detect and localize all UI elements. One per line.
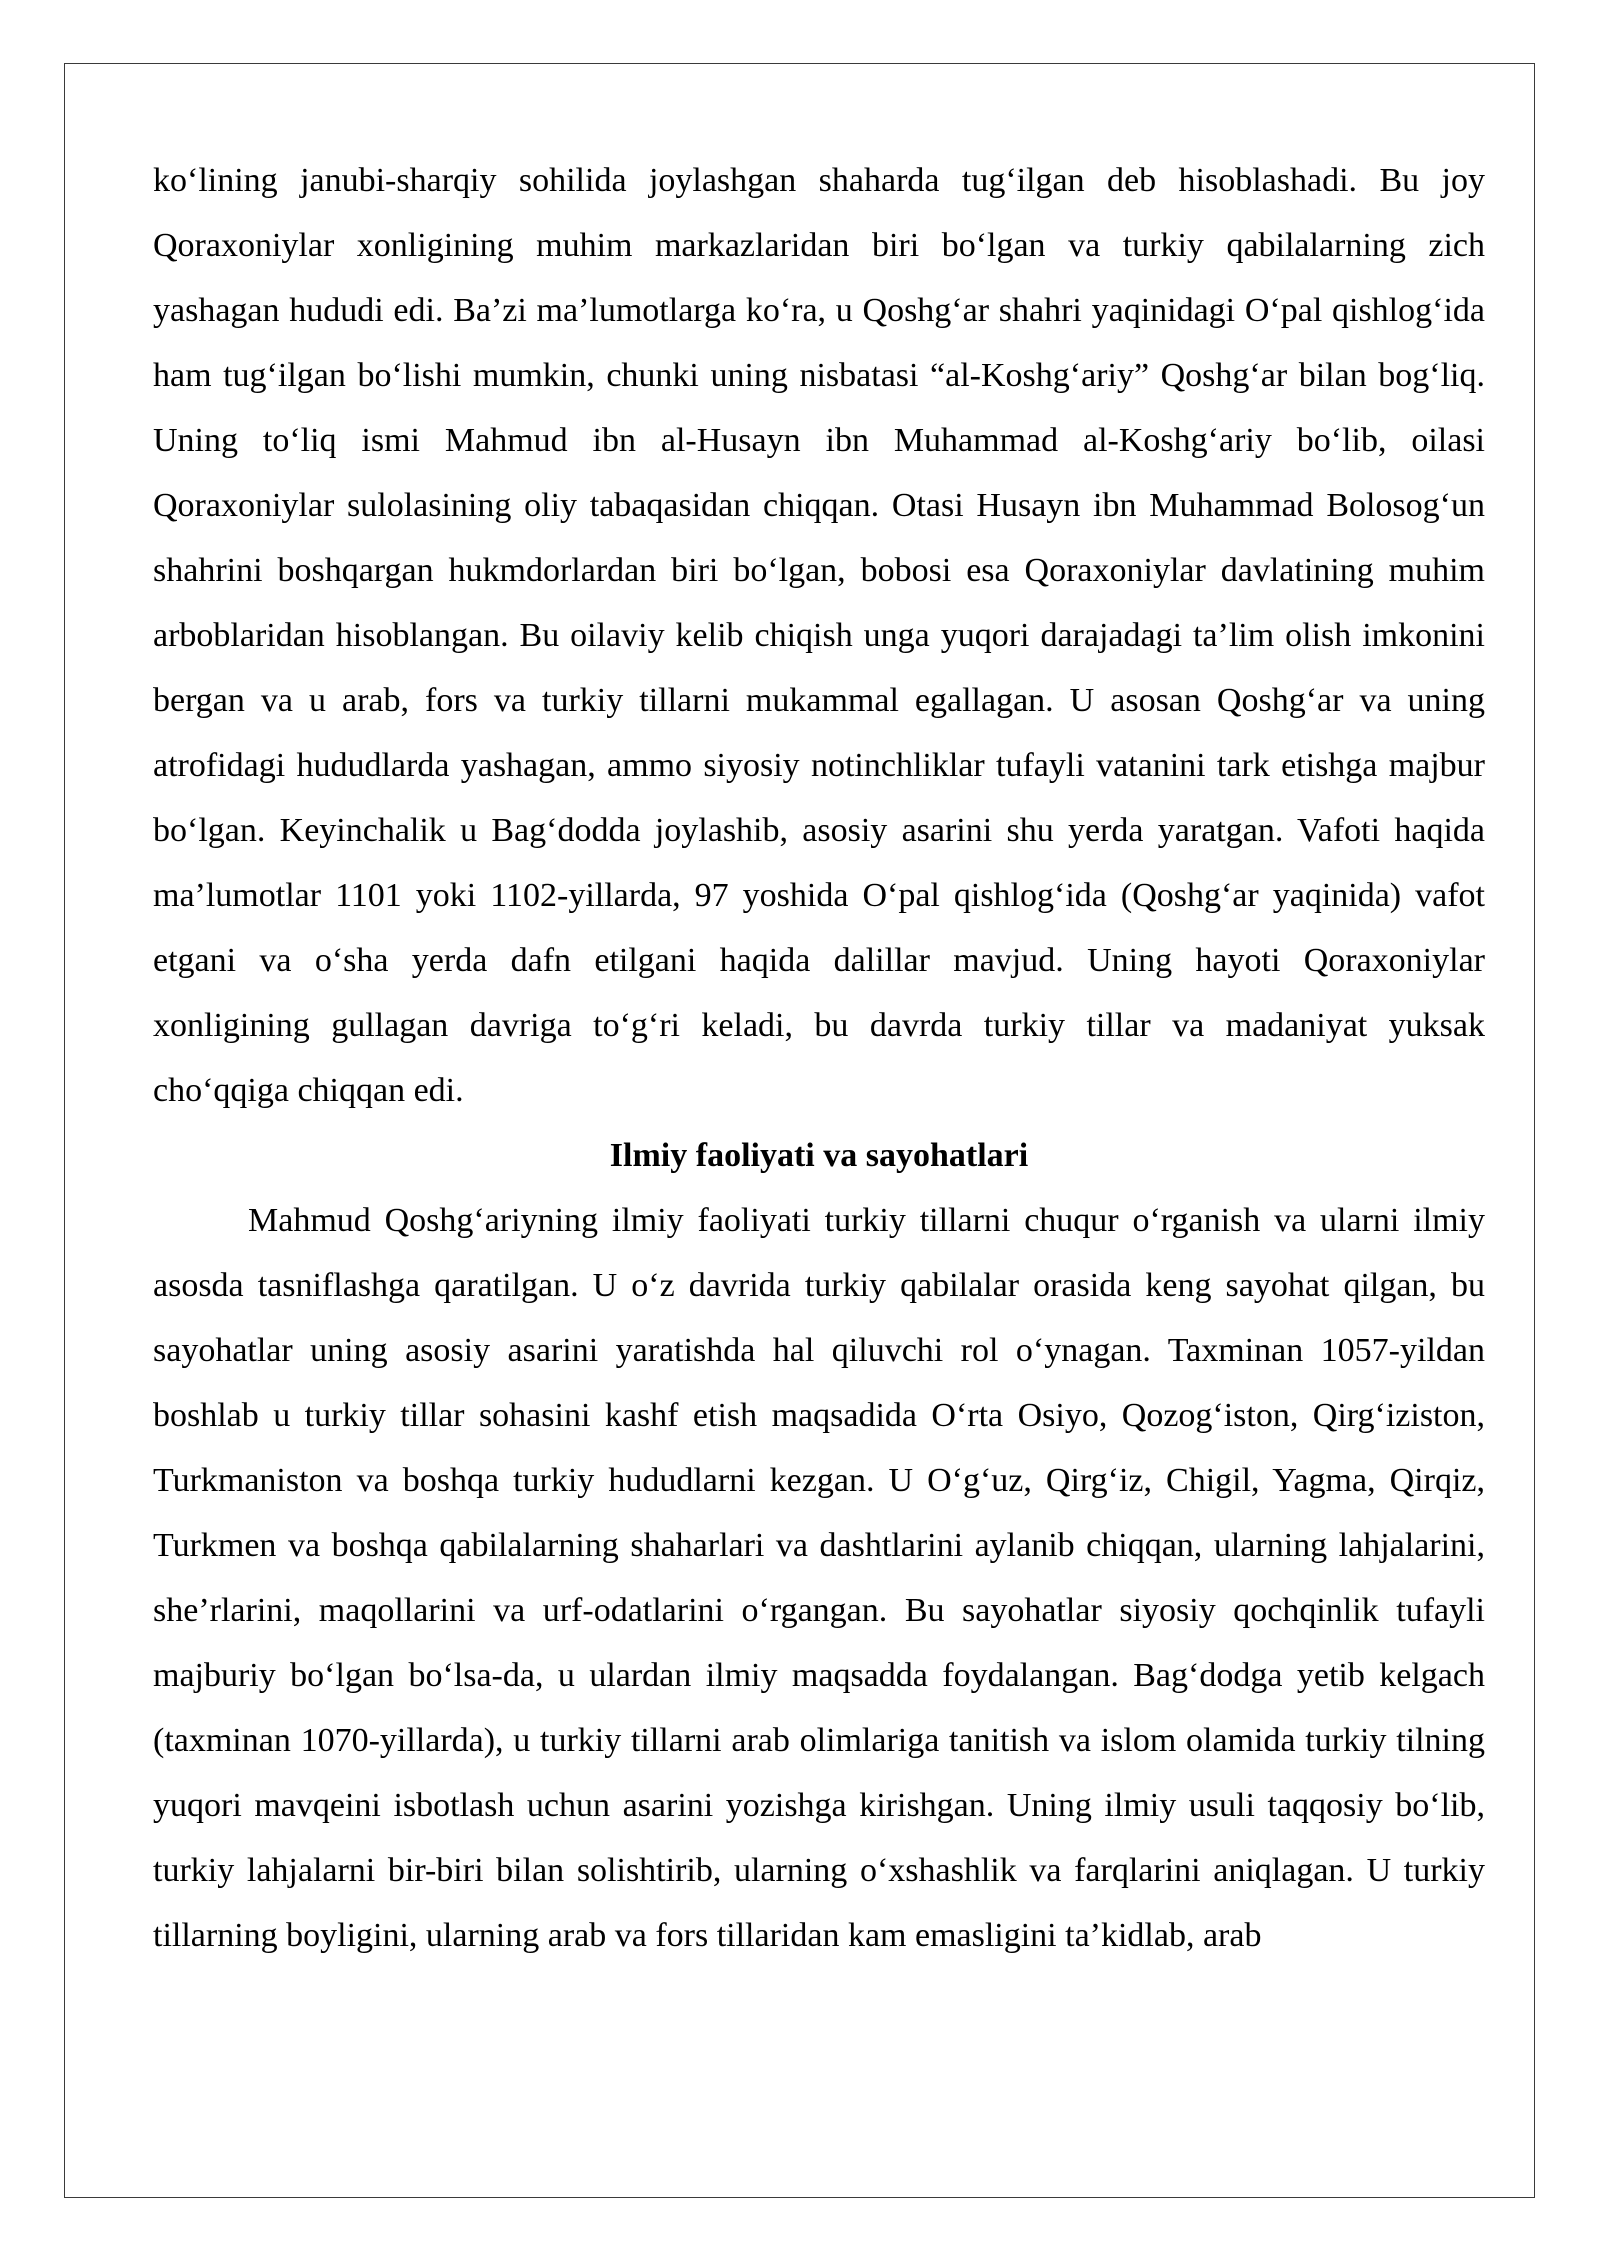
- paragraph-scientific-activity: Mahmud Qoshg‘ariyning ilmiy faoliyati turkiy tillarni chuqur o‘rganish va ularni ilmiy asosda tasniflashga qaratilgan. U o‘z davrida turkiy qabilalar orasida keng sayohat qilgan, bu sayohatlar uning asosiy asarini yaratishda hal qiluvchi rol o‘ynagan. Taxminan 1057-yildan boshlab u turkiy tillar sohasini kashf etish maqsadida O‘rta Osiyo, Qozog‘iston, Qirg‘iziston, Turkmaniston va boshqa turkiy hududlarni kezgan. U O‘g‘uz, Qirg‘iz, Chigil, Yagma, Qirqiz, Turkmen va boshqa qabilalarning shaharlari va dashtlarini aylanib chiqqan, ularning lahjalarini, she’rlarini, maqollarini va urf-odatlarini o‘rgangan. Bu sayohatlar siyosiy qochqinlik tufayli majburiy bo‘lgan bo‘lsa-da, u ulardan ilmiy maqsadda foydalangan. Bag‘dodga yetib kelgach (taxminan 1070-yillarda), u turkiy tillarni arab olimlariga tanitish va islom olamida turkiy tilning yuqori mavqeini isbotlash uchun asarini yozishga kirishgan. Uning ilmiy usuli taqqosiy bo‘lib, turkiy lahjalarni bir-biri bilan solishtirib, ularning o‘xshashlik va farqlarini aniqlagan. U turkiy tillarning boyligini, ularning arab va fors tillaridan kam emasligini ta’kidlab, arab: [153, 1202, 1485, 1954]
- document-body: [153, 148, 1485, 1968]
- paragraph-continuation: ko‘lining janubi-sharqiy sohilida joylashgan shaharda tug‘ilgan deb hisoblashadi. Bu joy Qoraxoniylar xonligining muhim markazlaridan biri bo‘lgan va turkiy qabilalarning zich yashagan hududi edi. Ba’zi ma’lumotlarga ko‘ra, u Qoshg‘ar shahri yaqinidagi O‘pal qishlog‘ida ham tug‘ilgan bo‘lishi mumkin, chunki uning nisbatasi “al-Koshg‘ariy” Qoshg‘ar bilan bog‘liq. Uning to‘liq ismi Mahmud ibn al-Husayn ibn Muhammad al-Koshg‘ariy bo‘lib, oilasi Qoraxoniylar sulolasining oliy tabaqasidan chiqqan. Otasi Husayn ibn Muhammad Bolosog‘un shahrini boshqargan hukmdorlardan biri bo‘lgan, bobosi esa Qoraxoniylar davlatining muhim arboblaridan hisoblangan. Bu oilaviy kelib chiqish unga yuqori darajadagi ta’lim olish imkonini bergan va u arab, fors va turkiy tillarni mukammal egallagan. U asosan Qoshg‘ar va uning atrofidagi hududlarda yashagan, ammo siyosiy notinchliklar tufayli vatanini tark etishga majbur bo‘lgan. Keyinchalik u Bag‘dodda joylashib, asosiy asarini shu yerda yaratgan. Vafoti haqida ma’lumotlar 1101 yoki 1102-yillarda, 97 yoshida O‘pal qishlog‘ida (Qoshg‘ar yaqinida) vafot etgani va o‘sha yerda dafn etilgani haqida dalillar mavjud. Uning hayoti Qoraxoniylar xonligining gullagan davriga to‘g‘ri keladi, bu davrda turkiy tillar va madaniyat yuksak cho‘qqiga chiqqan edi.: [153, 162, 1485, 1109]
- section-heading: Ilmiy faoliyati va sayohatlari: [609, 1137, 1029, 1174]
